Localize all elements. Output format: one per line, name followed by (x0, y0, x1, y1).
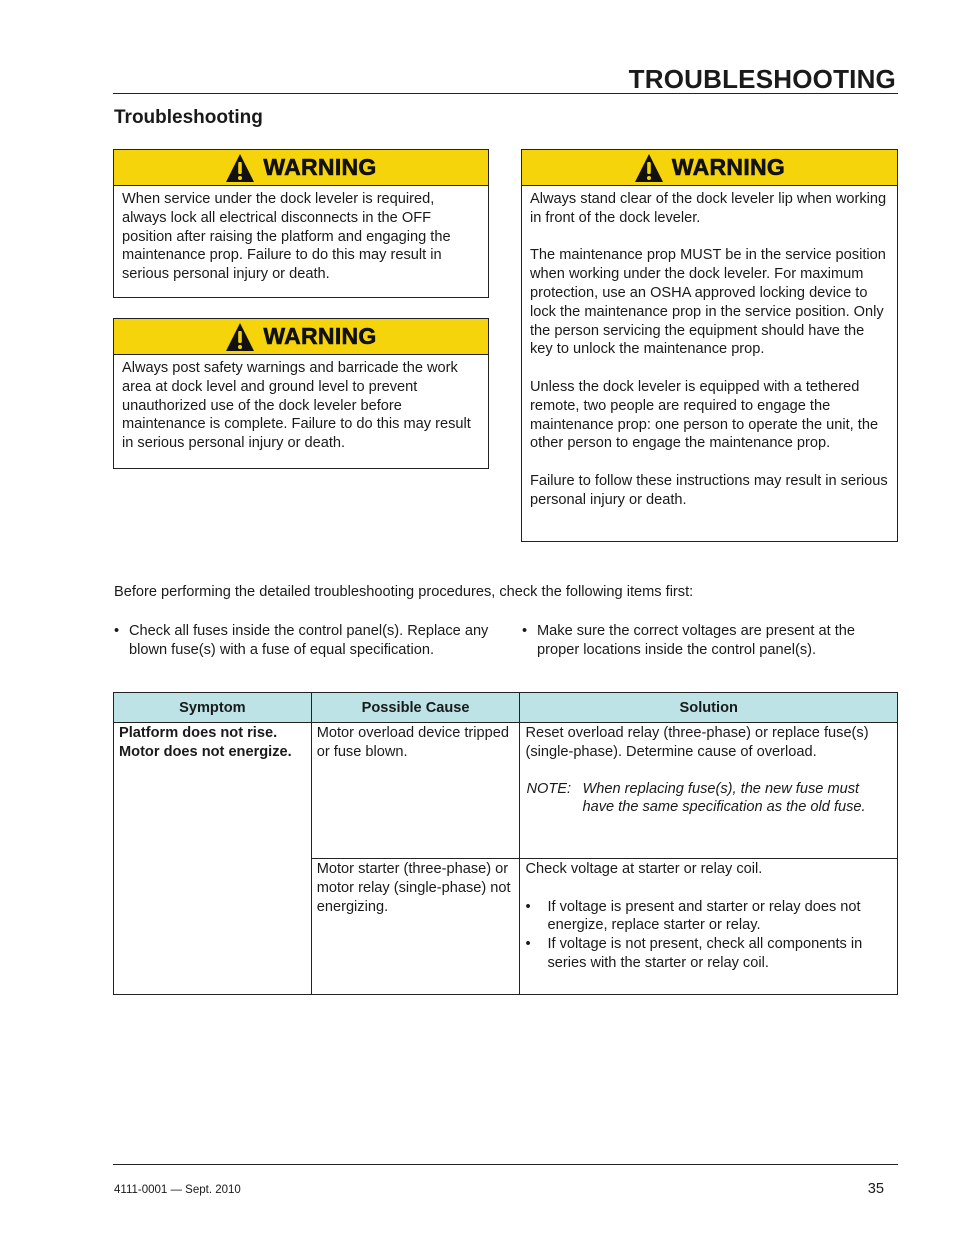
warning-label: WARNING (263, 154, 377, 180)
troubleshooting-table (113, 692, 898, 995)
sub-list-item (525, 898, 892, 936)
note-label: NOTE: (526, 780, 572, 797)
table-row (114, 723, 898, 859)
sub-list-item-text: If voltage is not present, check all components in series with the starter or relay coil. (547, 936, 863, 971)
sub-list-item-text: If voltage is present and starter or relay does not energize, replace starter or relay. (547, 898, 861, 934)
page-header-title: TROUBLESHOOTING (628, 64, 896, 94)
section-title: Troubleshooting (114, 107, 263, 128)
symptom-cell (114, 723, 312, 995)
header-rule (113, 93, 898, 94)
symptom-line: Platform does not rise. (119, 725, 278, 741)
solution-text: Check voltage at starter or relay coil. (525, 861, 763, 877)
symptom-line: Motor does not energize. (119, 743, 292, 760)
warning-triangle-icon (225, 153, 255, 183)
page-number: 35 (867, 1181, 884, 1197)
bullet-icon: • (525, 898, 531, 915)
cause-text: Motor starter (three-phase) or motor relay (single-phase) not energizing. (316, 861, 511, 915)
warning-paragraph: The maintenance prop MUST be in the service position when working under the dock leveler. For maximum protection, use an OSHA approved locking device to lock the maintenance prop in the service position. Only the person servicing the equipment should have the key to unlock the maintenance prop. (530, 247, 886, 358)
warning-triangle-icon (634, 153, 664, 183)
bullet-icon: • (525, 936, 531, 953)
warning-paragraph: When service under the dock leveler is required, always lock all electrical disconnects in the OFF position after raising the platform and engaging the maintenance prop. Failure to do this may result in serious personal injury or death. (122, 191, 451, 283)
solution-text: Reset overload relay (three-phase) or replace fuse(s) (single-phase). Determine cause of overload. (525, 725, 869, 760)
warning-triangle-icon (225, 322, 255, 352)
check-list-left (114, 622, 492, 660)
warning-text (114, 355, 488, 453)
table-header-row (114, 693, 898, 723)
document-number: 4111-0001 — Sept. 2010 (114, 1184, 241, 1196)
list-item-text: Make sure the correct voltages are present at the proper locations inside the control panel(s). (537, 623, 855, 658)
warning-paragraph: Unless the dock leveler is equipped with a tethered remote, two people are required to engage the maintenance prop: one person to operate the unit, the other person to engage the maintenance prop. (530, 378, 879, 452)
warning-box-1 (113, 149, 489, 298)
warning-box-3 (521, 149, 898, 542)
list-item (114, 622, 492, 660)
intro-text: Before performing the detailed troubleshooting procedures, check the following items first: (114, 584, 694, 600)
warning-text (114, 186, 488, 284)
cause-text: Motor overload device tripped or fuse blown. (316, 725, 509, 760)
cause-cell (311, 859, 520, 995)
list-item (522, 622, 894, 660)
column-header-symptom: Symptom (114, 693, 312, 723)
warning-paragraph: Failure to follow these instructions may result in serious personal injury or death. (530, 472, 888, 508)
bullet-icon: • (522, 623, 528, 639)
warning-paragraph: Always post safety warnings and barricade the work area at dock level and ground level to prevent unauthorized use of the dock leveler before maintenance is complete. Failure to do this may result in serious personal injury or death. (122, 360, 471, 452)
note-text: When replacing fuse(s), the new fuse must have the same specification as the old fuse. (582, 780, 866, 816)
warning-header (522, 150, 897, 186)
solution-cell (520, 859, 898, 995)
warning-label: WARNING (671, 154, 786, 180)
warning-text (522, 186, 897, 510)
cause-cell (311, 723, 520, 859)
check-list-right (522, 622, 894, 660)
column-header-cause: Possible Cause (311, 693, 520, 723)
warning-header (114, 150, 488, 186)
bullet-icon: • (114, 623, 120, 639)
list-item-text: Check all fuses inside the control panel(s). Replace any blown fuse(s) with a fuse of equal specification. (129, 623, 489, 658)
column-header-solution: Solution (520, 693, 898, 723)
note (525, 780, 892, 818)
footer-rule (113, 1164, 898, 1165)
warning-box-2 (113, 318, 489, 469)
warning-label: WARNING (263, 323, 377, 349)
warning-header (114, 319, 488, 355)
sub-list-item (525, 935, 892, 973)
warning-paragraph: Always stand clear of the dock leveler lip when working in front of the dock leveler. (530, 191, 887, 226)
solution-cell (520, 723, 898, 859)
